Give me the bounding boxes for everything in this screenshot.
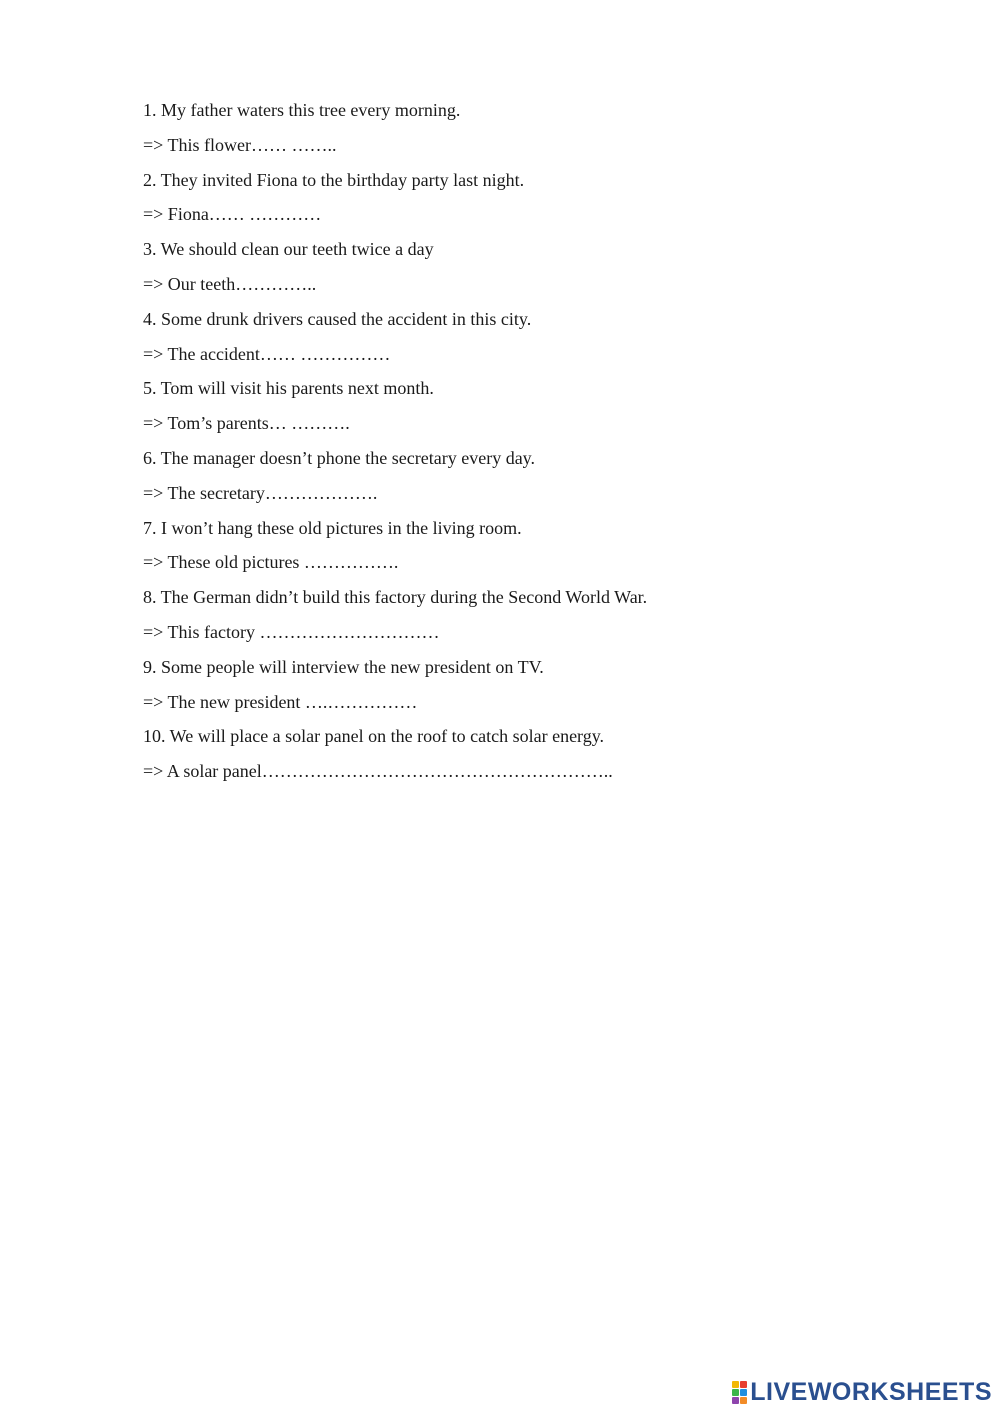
question-6: 6. The manager doesn’t phone the secretary every day. bbox=[143, 447, 536, 468]
liveworksheets-brand bbox=[732, 1378, 992, 1406]
logo-square bbox=[740, 1397, 747, 1404]
brand-name: LIVEWORKSHEETS bbox=[750, 1378, 992, 1406]
logo-square bbox=[732, 1397, 739, 1404]
answer-line-8: => This factory ………………………… bbox=[143, 621, 440, 642]
question-7: 7. I won’t hang these old pictures in the living room. bbox=[143, 517, 522, 538]
worksheet-exercise-list bbox=[143, 93, 863, 789]
answer-line-7: => These old pictures ……………. bbox=[143, 552, 399, 573]
answer-line-10: => A solar panel………………………………………………….. bbox=[143, 761, 613, 782]
answer-line-3: => Our teeth………….. bbox=[143, 273, 317, 294]
logo-square bbox=[732, 1389, 739, 1396]
question-10: 10. We will place a solar panel on the roof to catch solar energy. bbox=[143, 726, 605, 747]
answer-line-9: => The new president ….…………… bbox=[143, 691, 418, 712]
logo-square bbox=[732, 1381, 739, 1388]
logo-square bbox=[740, 1381, 747, 1388]
question-4: 4. Some drunk drivers caused the accident in this city. bbox=[143, 308, 532, 329]
question-5: 5. Tom will visit his parents next month. bbox=[143, 378, 434, 399]
question-1: 1. My father waters this tree every morning. bbox=[143, 100, 461, 120]
question-3: 3. We should clean our teeth twice a day bbox=[143, 239, 434, 260]
liveworksheets-logo-icon bbox=[732, 1381, 747, 1404]
question-9: 9. Some people will interview the new president on TV. bbox=[143, 656, 544, 677]
answer-line-5: => Tom’s parents… ………. bbox=[143, 413, 350, 434]
question-2: 2. They invited Fiona to the birthday party last night. bbox=[143, 169, 525, 190]
answer-line-2: => Fiona…… ………… bbox=[143, 204, 322, 225]
answer-line-6: => The secretary………………. bbox=[143, 482, 378, 503]
answer-line-4: => The accident…… …………… bbox=[143, 343, 391, 364]
logo-square bbox=[740, 1389, 747, 1396]
answer-line-1: => This flower…… …….. bbox=[143, 134, 337, 155]
question-8: 8. The German didn’t build this factory during the Second World War. bbox=[143, 587, 648, 608]
